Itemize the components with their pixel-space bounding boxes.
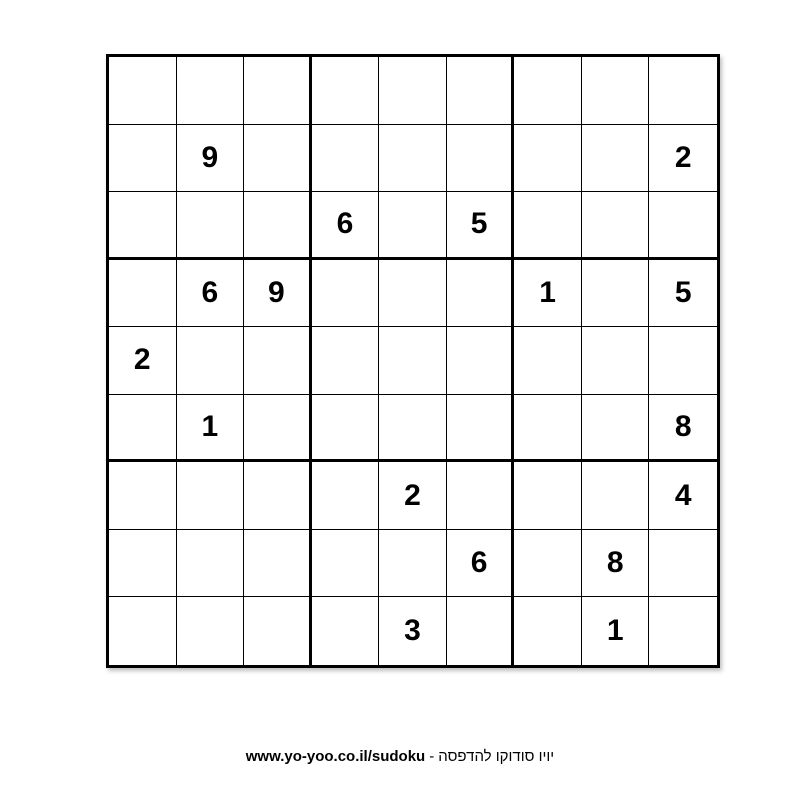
sudoku-empty-cell[interactable] <box>582 57 650 125</box>
sudoku-empty-cell[interactable] <box>244 597 312 665</box>
sudoku-empty-cell[interactable] <box>244 462 312 530</box>
sudoku-empty-cell[interactable] <box>312 125 380 193</box>
sudoku-empty-cell[interactable] <box>379 395 447 463</box>
sudoku-empty-cell[interactable] <box>447 260 515 328</box>
sudoku-empty-cell[interactable] <box>514 530 582 598</box>
sudoku-empty-cell[interactable] <box>379 125 447 193</box>
sudoku-given-cell: 6 <box>177 260 245 328</box>
sudoku-empty-cell[interactable] <box>244 125 312 193</box>
sudoku-empty-cell[interactable] <box>649 192 717 260</box>
sudoku-empty-cell[interactable] <box>244 395 312 463</box>
sudoku-given-cell: 1 <box>177 395 245 463</box>
sudoku-given-cell: 9 <box>177 125 245 193</box>
sudoku-empty-cell[interactable] <box>379 327 447 395</box>
sudoku-empty-cell[interactable] <box>177 597 245 665</box>
sudoku-given-cell: 8 <box>649 395 717 463</box>
sudoku-empty-cell[interactable] <box>649 530 717 598</box>
footer-credit <box>0 748 800 765</box>
sudoku-empty-cell[interactable] <box>379 530 447 598</box>
sudoku-given-cell: 2 <box>379 462 447 530</box>
sudoku-empty-cell[interactable] <box>447 395 515 463</box>
sudoku-empty-cell[interactable] <box>582 192 650 260</box>
footer-url[interactable]: www.yo-yoo.co.il/sudoku <box>245 748 426 765</box>
sudoku-empty-cell[interactable] <box>109 462 177 530</box>
sudoku-empty-cell[interactable] <box>109 395 177 463</box>
sudoku-empty-cell[interactable] <box>379 57 447 125</box>
sudoku-empty-cell[interactable] <box>447 327 515 395</box>
sudoku-empty-cell[interactable] <box>244 327 312 395</box>
sudoku-empty-cell[interactable] <box>582 395 650 463</box>
sudoku-given-cell: 5 <box>649 260 717 328</box>
sudoku-given-cell: 1 <box>514 260 582 328</box>
sudoku-empty-cell[interactable] <box>244 192 312 260</box>
sudoku-given-cell: 6 <box>447 530 515 598</box>
sudoku-empty-cell[interactable] <box>312 57 380 125</box>
sudoku-empty-cell[interactable] <box>177 192 245 260</box>
sudoku-empty-cell[interactable] <box>582 462 650 530</box>
sudoku-given-cell: 8 <box>582 530 650 598</box>
sudoku-empty-cell[interactable] <box>177 327 245 395</box>
sudoku-empty-cell[interactable] <box>649 57 717 125</box>
sudoku-empty-cell[interactable] <box>177 57 245 125</box>
sudoku-empty-cell[interactable] <box>649 327 717 395</box>
sudoku-empty-cell[interactable] <box>312 462 380 530</box>
sudoku-empty-cell[interactable] <box>312 260 380 328</box>
sudoku-given-cell: 2 <box>109 327 177 395</box>
sudoku-empty-cell[interactable] <box>109 57 177 125</box>
sudoku-empty-cell[interactable] <box>447 462 515 530</box>
sudoku-empty-cell[interactable] <box>447 597 515 665</box>
sudoku-empty-cell[interactable] <box>312 327 380 395</box>
sudoku-given-cell: 2 <box>649 125 717 193</box>
sudoku-given-cell: 4 <box>649 462 717 530</box>
sudoku-empty-cell[interactable] <box>514 192 582 260</box>
sudoku-empty-cell[interactable] <box>312 530 380 598</box>
sudoku-empty-cell[interactable] <box>109 530 177 598</box>
footer-separator: - <box>429 748 435 765</box>
sudoku-empty-cell[interactable] <box>312 395 380 463</box>
sudoku-empty-cell[interactable] <box>244 530 312 598</box>
sudoku-empty-cell[interactable] <box>649 597 717 665</box>
sudoku-empty-cell[interactable] <box>514 57 582 125</box>
sudoku-given-cell: 3 <box>379 597 447 665</box>
sudoku-empty-cell[interactable] <box>177 462 245 530</box>
sudoku-given-cell: 9 <box>244 260 312 328</box>
sudoku-given-cell: 5 <box>447 192 515 260</box>
sudoku-empty-cell[interactable] <box>244 57 312 125</box>
sudoku-empty-cell[interactable] <box>447 57 515 125</box>
sudoku-empty-cell[interactable] <box>109 260 177 328</box>
sudoku-empty-cell[interactable] <box>514 462 582 530</box>
sudoku-empty-cell[interactable] <box>109 192 177 260</box>
sudoku-empty-cell[interactable] <box>582 260 650 328</box>
sudoku-empty-cell[interactable] <box>379 260 447 328</box>
sudoku-empty-cell[interactable] <box>514 395 582 463</box>
sudoku-empty-cell[interactable] <box>447 125 515 193</box>
sudoku-board <box>106 54 720 668</box>
sudoku-empty-cell[interactable] <box>514 597 582 665</box>
sudoku-empty-cell[interactable] <box>109 125 177 193</box>
sudoku-empty-cell[interactable] <box>514 125 582 193</box>
sudoku-empty-cell[interactable] <box>312 597 380 665</box>
sudoku-empty-cell[interactable] <box>582 125 650 193</box>
sudoku-given-cell: 6 <box>312 192 380 260</box>
sudoku-empty-cell[interactable] <box>582 327 650 395</box>
sudoku-empty-cell[interactable] <box>379 192 447 260</box>
sudoku-empty-cell[interactable] <box>177 530 245 598</box>
footer-caption: יויו סודוקו להדפסה <box>438 748 555 765</box>
sudoku-given-cell: 1 <box>582 597 650 665</box>
sudoku-empty-cell[interactable] <box>109 597 177 665</box>
sudoku-empty-cell[interactable] <box>514 327 582 395</box>
